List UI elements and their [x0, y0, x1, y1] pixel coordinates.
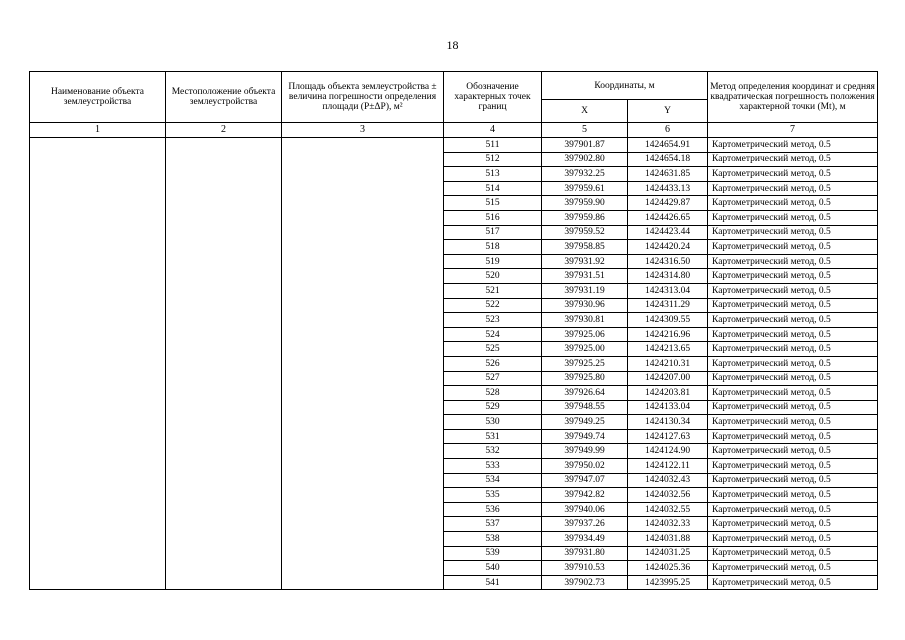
column-number: 1 — [30, 123, 166, 138]
point-cell: 524 — [444, 327, 542, 342]
y-cell: 1424031.88 — [628, 532, 708, 547]
method-cell: Картометрический метод, 0.5 — [708, 313, 878, 328]
y-cell: 1424031.25 — [628, 546, 708, 561]
method-cell: Картометрический метод, 0.5 — [708, 400, 878, 415]
y-cell: 1424032.55 — [628, 502, 708, 517]
point-cell: 516 — [444, 210, 542, 225]
point-cell: 512 — [444, 152, 542, 167]
point-cell: 541 — [444, 575, 542, 590]
header-area: Площадь объекта землеустройства ± величина погрешности определения площади (P±ΔP), м² — [282, 72, 444, 123]
method-cell: Картометрический метод, 0.5 — [708, 269, 878, 284]
x-cell: 397925.00 — [542, 342, 628, 357]
method-cell: Картометрический метод, 0.5 — [708, 546, 878, 561]
method-cell: Картометрический метод, 0.5 — [708, 225, 878, 240]
area-cell — [282, 138, 444, 590]
y-cell: 1424216.96 — [628, 327, 708, 342]
method-cell: Картометрический метод, 0.5 — [708, 371, 878, 386]
method-cell: Картометрический метод, 0.5 — [708, 138, 878, 153]
method-cell: Картометрический метод, 0.5 — [708, 429, 878, 444]
method-cell: Картометрический метод, 0.5 — [708, 210, 878, 225]
column-number: 6 — [628, 123, 708, 138]
point-cell: 529 — [444, 400, 542, 415]
point-cell: 523 — [444, 313, 542, 328]
y-cell: 1423995.25 — [628, 575, 708, 590]
method-cell: Картометрический метод, 0.5 — [708, 196, 878, 211]
x-cell: 397930.81 — [542, 313, 628, 328]
method-cell: Картометрический метод, 0.5 — [708, 342, 878, 357]
y-cell: 1424314.80 — [628, 269, 708, 284]
y-cell: 1424210.31 — [628, 356, 708, 371]
location-cell — [166, 138, 282, 590]
x-cell: 397959.52 — [542, 225, 628, 240]
x-cell: 397931.51 — [542, 269, 628, 284]
x-cell: 397932.25 — [542, 167, 628, 182]
point-cell: 540 — [444, 561, 542, 576]
point-cell: 531 — [444, 429, 542, 444]
x-cell: 397942.82 — [542, 488, 628, 503]
point-cell: 521 — [444, 283, 542, 298]
method-cell: Картометрический метод, 0.5 — [708, 167, 878, 182]
method-cell: Картометрический метод, 0.5 — [708, 561, 878, 576]
y-cell: 1424631.85 — [628, 167, 708, 182]
method-cell: Картометрический метод, 0.5 — [708, 459, 878, 474]
x-cell: 397950.02 — [542, 459, 628, 474]
x-cell: 397949.99 — [542, 444, 628, 459]
method-cell: Картометрический метод, 0.5 — [708, 283, 878, 298]
point-cell: 535 — [444, 488, 542, 503]
method-cell: Картометрический метод, 0.5 — [708, 532, 878, 547]
y-cell: 1424311.29 — [628, 298, 708, 313]
page-number: 18 — [446, 38, 459, 52]
point-cell: 518 — [444, 240, 542, 255]
table-row — [30, 138, 878, 153]
header-location: Местоположение объекта землеустройства — [166, 72, 282, 123]
x-cell: 397959.61 — [542, 181, 628, 196]
column-number: 2 — [166, 123, 282, 138]
point-cell: 519 — [444, 254, 542, 269]
header-coordinates: Координаты, м — [542, 72, 708, 100]
point-cell: 515 — [444, 196, 542, 211]
point-cell: 532 — [444, 444, 542, 459]
x-cell: 397948.55 — [542, 400, 628, 415]
y-cell: 1424426.65 — [628, 210, 708, 225]
y-cell: 1424313.04 — [628, 283, 708, 298]
point-cell: 520 — [444, 269, 542, 284]
y-cell: 1424207.00 — [628, 371, 708, 386]
x-cell: 397949.25 — [542, 415, 628, 430]
header-x: X — [542, 100, 628, 123]
y-cell: 1424130.34 — [628, 415, 708, 430]
x-cell: 397947.07 — [542, 473, 628, 488]
method-cell: Картометрический метод, 0.5 — [708, 502, 878, 517]
method-cell: Картометрический метод, 0.5 — [708, 356, 878, 371]
header-method: Метод определения координат и средняя квадратическая погрешность положения характерной точки (Mt), м — [708, 72, 878, 123]
x-cell: 397931.92 — [542, 254, 628, 269]
point-cell: 527 — [444, 371, 542, 386]
point-cell: 522 — [444, 298, 542, 313]
y-cell: 1424032.33 — [628, 517, 708, 532]
method-cell: Картометрический метод, 0.5 — [708, 386, 878, 401]
point-cell: 533 — [444, 459, 542, 474]
y-cell: 1424309.55 — [628, 313, 708, 328]
point-cell: 514 — [444, 181, 542, 196]
point-cell: 539 — [444, 546, 542, 561]
method-cell: Картометрический метод, 0.5 — [708, 473, 878, 488]
method-cell: Картометрический метод, 0.5 — [708, 152, 878, 167]
x-cell: 397930.96 — [542, 298, 628, 313]
y-cell: 1424025.36 — [628, 561, 708, 576]
y-cell: 1424433.13 — [628, 181, 708, 196]
method-cell: Картометрический метод, 0.5 — [708, 240, 878, 255]
x-cell: 397910.53 — [542, 561, 628, 576]
x-cell: 397926.64 — [542, 386, 628, 401]
point-cell: 513 — [444, 167, 542, 182]
method-cell: Картометрический метод, 0.5 — [708, 327, 878, 342]
y-cell: 1424032.56 — [628, 488, 708, 503]
table-body — [30, 138, 878, 590]
method-cell: Картометрический метод, 0.5 — [708, 181, 878, 196]
x-cell: 397931.19 — [542, 283, 628, 298]
x-cell: 397931.80 — [542, 546, 628, 561]
y-cell: 1424122.11 — [628, 459, 708, 474]
column-number: 4 — [444, 123, 542, 138]
x-cell: 397925.80 — [542, 371, 628, 386]
method-cell: Картометрический метод, 0.5 — [708, 444, 878, 459]
x-cell: 397925.06 — [542, 327, 628, 342]
y-cell: 1424127.63 — [628, 429, 708, 444]
y-cell: 1424133.04 — [628, 400, 708, 415]
point-cell: 537 — [444, 517, 542, 532]
point-cell: 530 — [444, 415, 542, 430]
y-cell: 1424429.87 — [628, 196, 708, 211]
y-cell: 1424213.65 — [628, 342, 708, 357]
y-cell: 1424316.50 — [628, 254, 708, 269]
x-cell: 397959.90 — [542, 196, 628, 211]
x-cell: 397934.49 — [542, 532, 628, 547]
point-cell: 511 — [444, 138, 542, 153]
y-cell: 1424423.44 — [628, 225, 708, 240]
point-cell: 534 — [444, 473, 542, 488]
method-cell: Картометрический метод, 0.5 — [708, 517, 878, 532]
method-cell: Картометрический метод, 0.5 — [708, 298, 878, 313]
header-y: Y — [628, 100, 708, 123]
y-cell: 1424203.81 — [628, 386, 708, 401]
point-cell: 517 — [444, 225, 542, 240]
header-name: Наименование объекта землеустройства — [30, 72, 166, 123]
x-cell: 397901.87 — [542, 138, 628, 153]
x-cell: 397937.26 — [542, 517, 628, 532]
column-number: 5 — [542, 123, 628, 138]
header-point: Обозначение характерных точек границ — [444, 72, 542, 123]
point-cell: 528 — [444, 386, 542, 401]
y-cell: 1424124.90 — [628, 444, 708, 459]
coordinates-table — [29, 71, 878, 590]
y-cell: 1424420.24 — [628, 240, 708, 255]
point-cell: 526 — [444, 356, 542, 371]
x-cell: 397902.80 — [542, 152, 628, 167]
point-cell: 536 — [444, 502, 542, 517]
y-cell: 1424032.43 — [628, 473, 708, 488]
method-cell: Картометрический метод, 0.5 — [708, 575, 878, 590]
method-cell: Картометрический метод, 0.5 — [708, 488, 878, 503]
name-cell — [30, 138, 166, 590]
x-cell: 397958.85 — [542, 240, 628, 255]
y-cell: 1424654.91 — [628, 138, 708, 153]
column-number: 7 — [708, 123, 878, 138]
point-cell: 525 — [444, 342, 542, 357]
method-cell: Картометрический метод, 0.5 — [708, 415, 878, 430]
x-cell: 397925.25 — [542, 356, 628, 371]
y-cell: 1424654.18 — [628, 152, 708, 167]
point-cell: 538 — [444, 532, 542, 547]
x-cell: 397902.73 — [542, 575, 628, 590]
method-cell: Картометрический метод, 0.5 — [708, 254, 878, 269]
x-cell: 397949.74 — [542, 429, 628, 444]
x-cell: 397940.06 — [542, 502, 628, 517]
column-number: 3 — [282, 123, 444, 138]
x-cell: 397959.86 — [542, 210, 628, 225]
